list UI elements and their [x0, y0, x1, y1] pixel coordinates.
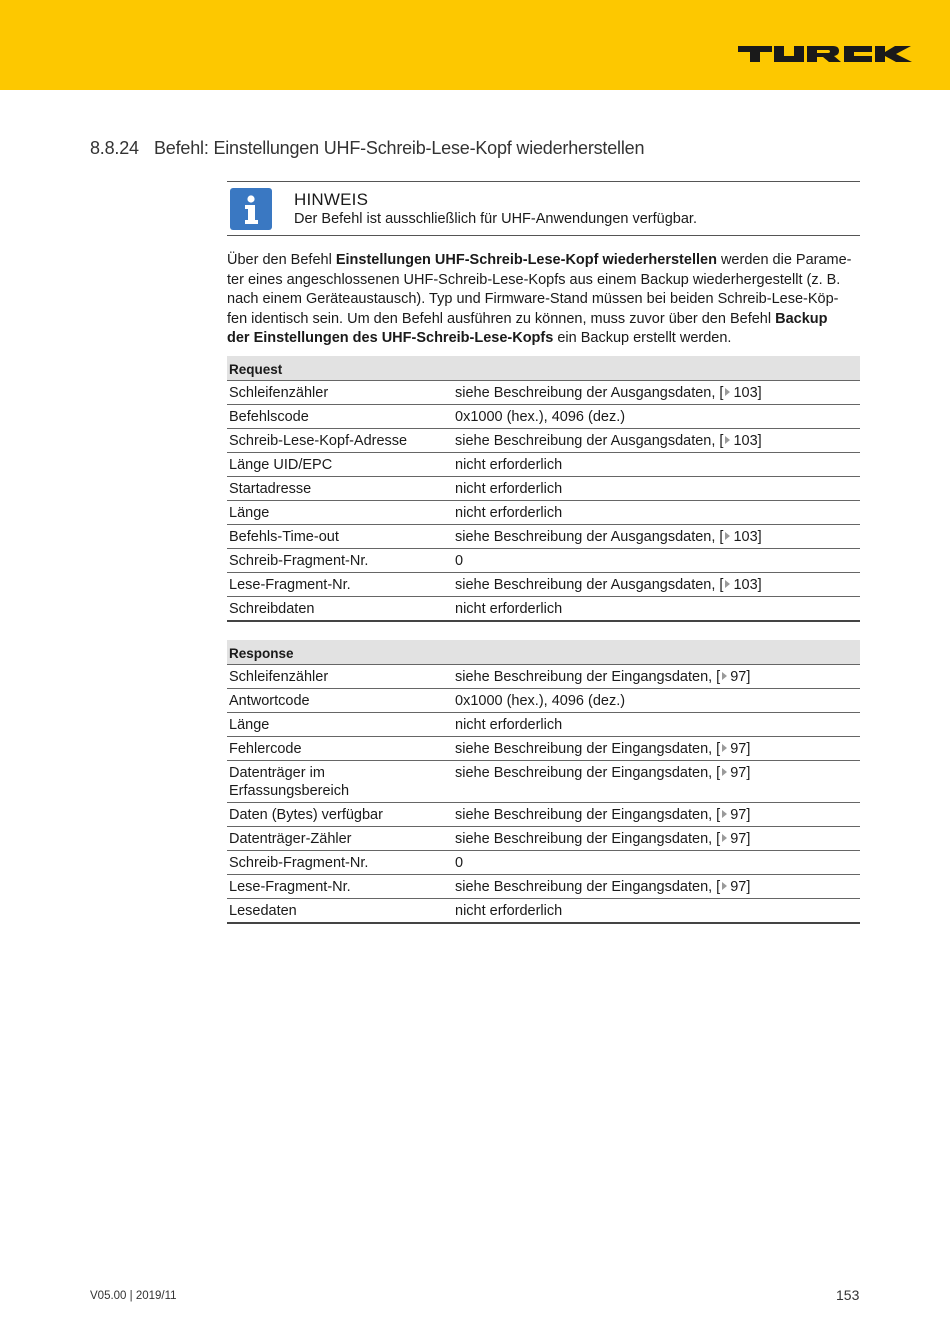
parameter-label: Fehlercode [229, 740, 302, 757]
parameter-value [453, 874, 860, 898]
arrow-right-icon [725, 388, 730, 396]
request-table [227, 356, 860, 622]
parameter-value [453, 500, 860, 524]
command-name: Einstellungen UHF-Schreib-Lese-Kopf wiederherstellen [335, 252, 717, 268]
value-text: siehe Beschreibung der Ausgangsdaten, [455, 432, 716, 449]
section-number: 8.8.24 [90, 138, 139, 158]
page-reference: 97 [730, 740, 747, 757]
parameter-value [453, 428, 860, 452]
parameter-name [227, 826, 453, 850]
value-text: siehe Beschreibung der Eingangsdaten, [455, 764, 713, 781]
parameter-value [453, 572, 860, 596]
parameter-label: Schreibdaten [229, 600, 315, 617]
parameter-name [227, 736, 453, 760]
table-row [227, 428, 860, 452]
arrow-right-icon [722, 768, 727, 776]
parameter-name [227, 688, 453, 712]
arrow-right-icon [722, 672, 727, 680]
parameter-label: Länge [229, 716, 270, 733]
parameter-label: Schleifenzähler [229, 668, 329, 685]
table-heading: Request [229, 361, 283, 377]
parameter-label: Lese-Fragment-Nr. [229, 878, 351, 895]
table-row [227, 736, 860, 760]
section-title [90, 138, 644, 159]
text: nach einem Geräteaustausch). Typ und Firmware-Stand müssen bei beiden Schreib-Lese-Köp- [227, 291, 839, 308]
response-table [227, 640, 860, 924]
parameter-label: Befehls-Time-out [229, 528, 339, 545]
value-text: 0x1000 (hex.), 4096 (dez.) [455, 408, 626, 425]
value-text: nicht erforderlich [455, 902, 563, 919]
command-name: der Einstellungen des UHF-Schreib-Lese-Kopfs [227, 330, 554, 347]
parameter-name [227, 476, 453, 500]
parameter-label: Daten (Bytes) verfügbar [229, 806, 383, 823]
arrow-right-icon [722, 834, 727, 842]
parameter-value [453, 688, 860, 712]
value-text: siehe Beschreibung der Eingangsdaten, [455, 806, 713, 823]
value-text: 0x1000 (hex.), 4096 (dez.) [455, 692, 626, 709]
header-bar [0, 0, 950, 90]
table-row [227, 664, 860, 688]
value-text: nicht erforderlich [455, 600, 563, 617]
parameter-name [227, 802, 453, 826]
parameter-name [227, 664, 453, 688]
parameter-label: Schleifenzähler [229, 384, 329, 401]
table-row [227, 572, 860, 596]
parameter-name [227, 500, 453, 524]
footer-version: V05.00 | 2019/11 [90, 1290, 177, 1302]
table-row [227, 850, 860, 874]
parameter-value [453, 712, 860, 736]
table-row [227, 802, 860, 826]
value-text: siehe Beschreibung der Eingangsdaten, [455, 878, 713, 895]
table-row [227, 524, 860, 548]
parameter-value [453, 404, 860, 428]
page-number: 153 [836, 1287, 860, 1303]
parameter-name [227, 572, 453, 596]
table-row [227, 596, 860, 621]
command-name: Backup [775, 310, 828, 327]
parameter-label: Antwortcode [229, 692, 310, 709]
notice-text: Der Befehl ist ausschließlich für UHF-Anwendungen verfügbar. [294, 211, 697, 227]
page-reference-link[interactable]: [ 97] [712, 740, 751, 757]
parameter-name [227, 898, 453, 923]
arrow-right-icon [725, 532, 730, 540]
page-reference: 97 [730, 806, 747, 823]
parameter-name [227, 380, 453, 404]
parameter-name [227, 428, 453, 452]
parameter-label: Datenträger im [229, 764, 325, 781]
arrow-right-icon [722, 744, 727, 752]
value-text: siehe Beschreibung der Eingangsdaten, [455, 668, 713, 685]
arrow-right-icon [725, 580, 730, 588]
parameter-label: Befehlscode [229, 408, 309, 425]
value-text: 0 [455, 854, 464, 871]
page-reference: 103 [733, 528, 758, 545]
text: Über den Befehl [227, 252, 336, 268]
parameter-name [227, 548, 453, 572]
parameter-name [227, 760, 453, 802]
section-heading: Befehl: Einstellungen UHF-Schreib-Lese-Kopf wiederherstellen [154, 138, 645, 158]
page-reference-link[interactable]: [ 103] [715, 384, 762, 401]
table-row [227, 380, 860, 404]
parameter-name [227, 712, 453, 736]
value-text: nicht erforderlich [455, 504, 563, 521]
parameter-value [453, 452, 860, 476]
parameter-label: Schreib-Fragment-Nr. [229, 854, 369, 871]
table-row [227, 898, 860, 923]
parameter-label: Lese-Fragment-Nr. [229, 576, 351, 593]
page-reference-link[interactable]: [ 103] [715, 432, 762, 449]
table-row [227, 760, 860, 802]
text: werden die Parame- [716, 252, 852, 268]
parameter-value [453, 802, 860, 826]
value-text: siehe Beschreibung der Eingangsdaten, [455, 740, 713, 757]
page-reference: 103 [733, 576, 758, 593]
value-text: siehe Beschreibung der Ausgangsdaten, [455, 528, 716, 545]
parameter-value [453, 524, 860, 548]
parameter-label: Schreib-Fragment-Nr. [229, 552, 369, 569]
value-text: siehe Beschreibung der Ausgangsdaten, [455, 384, 716, 401]
parameter-name [227, 874, 453, 898]
page-reference: 97 [730, 830, 747, 847]
table-row [227, 500, 860, 524]
page-reference-link[interactable]: [ 97] [712, 806, 751, 823]
parameter-label: Schreib-Lese-Kopf-Adresse [229, 432, 408, 449]
value-text: nicht erforderlich [455, 716, 563, 733]
text: fen identisch sein. Um den Befehl ausführen zu können, muss zuvor über den Befehl [227, 310, 776, 327]
parameter-label-cont: Erfassungsbereich [229, 782, 350, 799]
parameter-label: Startadresse [229, 480, 312, 497]
page-reference: 97 [730, 878, 747, 895]
page-reference-link[interactable]: [ 97] [712, 830, 751, 847]
table-row [227, 548, 860, 572]
text: ter eines angeschlossenen UHF-Schreib-Lese-Kopfs aus einem Backup wiederhergestellt (z. B. [227, 271, 841, 288]
value-text: siehe Beschreibung der Ausgangsdaten, [455, 576, 716, 593]
table-header [227, 356, 860, 380]
parameter-value [453, 476, 860, 500]
table-row [227, 404, 860, 428]
arrow-right-icon [722, 810, 727, 818]
value-text: 0 [455, 552, 464, 569]
parameter-name [227, 452, 453, 476]
table-row [227, 826, 860, 850]
parameter-name [227, 404, 453, 428]
parameter-value [453, 380, 860, 404]
page-reference: 103 [733, 432, 758, 449]
page-reference: 97 [730, 764, 747, 781]
parameter-value [453, 664, 860, 688]
page-reference-link[interactable]: [ 103] [715, 576, 762, 593]
value-text: siehe Beschreibung der Eingangsdaten, [455, 830, 713, 847]
notice-title: HINWEIS [294, 190, 369, 209]
parameter-label: Datenträger-Zähler [229, 830, 352, 847]
value-text: nicht erforderlich [455, 480, 563, 497]
parameter-value [453, 736, 860, 760]
parameter-value [453, 826, 860, 850]
text: ein Backup erstellt werden. [553, 330, 732, 347]
parameter-value [453, 760, 860, 802]
table-row [227, 452, 860, 476]
parameter-label: Lesedaten [229, 902, 297, 919]
notice-bottom-rule [227, 235, 860, 236]
arrow-right-icon [722, 882, 727, 890]
info-icon [230, 188, 272, 230]
notice-box [227, 182, 860, 232]
table-row [227, 476, 860, 500]
page-reference-link[interactable]: [ 97] [712, 764, 751, 781]
table-row [227, 874, 860, 898]
table-header [227, 640, 860, 664]
turck-logo [738, 42, 914, 66]
description-paragraph [227, 251, 860, 349]
parameter-value [453, 850, 860, 874]
page-reference: 97 [730, 668, 747, 685]
parameter-name [227, 524, 453, 548]
parameter-name [227, 850, 453, 874]
table-row [227, 688, 860, 712]
parameter-value [453, 596, 860, 621]
page-reference-link[interactable]: [ 97] [712, 668, 751, 685]
parameter-label: Länge UID/EPC [229, 456, 333, 473]
page-reference-link[interactable]: [ 103] [715, 528, 762, 545]
parameter-value [453, 548, 860, 572]
table-heading: Response [229, 645, 294, 661]
table-row [227, 712, 860, 736]
parameter-name [227, 596, 453, 621]
parameter-value [453, 898, 860, 923]
page-reference-link[interactable]: [ 97] [712, 878, 751, 895]
page-reference: 103 [733, 384, 758, 401]
value-text: nicht erforderlich [455, 456, 563, 473]
parameter-label: Länge [229, 504, 270, 521]
arrow-right-icon [725, 436, 730, 444]
